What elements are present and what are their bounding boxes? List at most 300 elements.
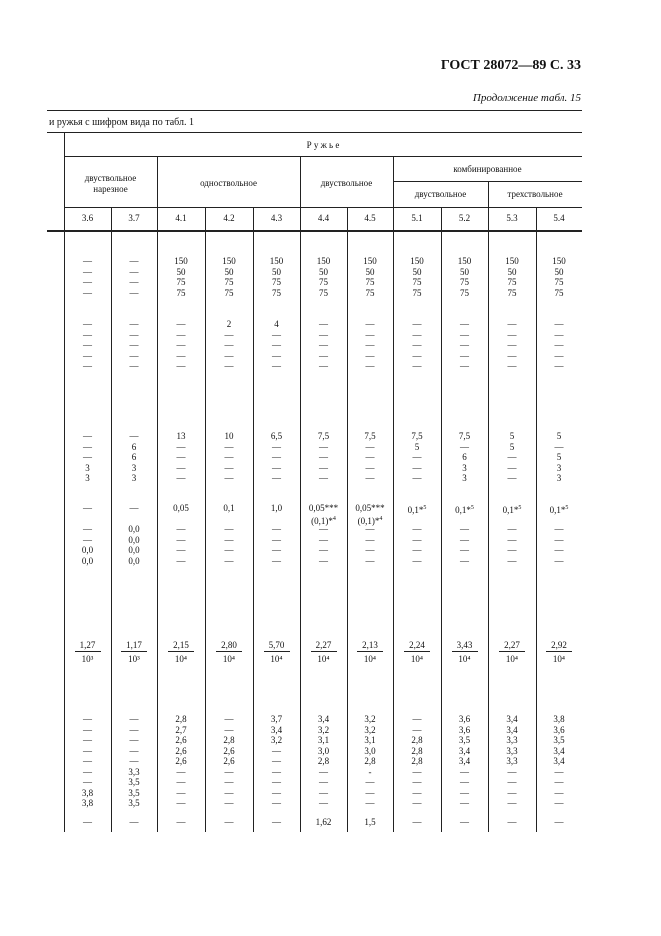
table-cell: — <box>176 766 186 777</box>
table-cell: 2,8 <box>223 735 235 745</box>
table-cell: — <box>554 545 564 555</box>
table-cell: 5 <box>509 441 515 452</box>
table-cell: — <box>460 524 469 534</box>
table-cell: — <box>272 524 281 534</box>
table-cell: — <box>554 319 564 329</box>
table-cell: 75 <box>365 277 375 287</box>
table-cell: 0,0 <box>128 555 140 566</box>
table-cell: 50 <box>554 266 564 277</box>
table-cell: — <box>554 361 564 371</box>
table-cell: — <box>83 756 92 766</box>
table-cell: 150 <box>505 256 519 266</box>
fraction-denominator: 10⁴ <box>363 654 377 664</box>
table-cell: — <box>460 545 469 555</box>
table-cell: — <box>129 724 139 735</box>
table-cell: — <box>412 555 422 566</box>
table-cell: — <box>272 766 281 777</box>
table-cell: — <box>83 441 92 452</box>
table-cell: — <box>507 340 517 350</box>
fraction-cell <box>216 640 242 664</box>
table-cell: — <box>272 798 281 808</box>
table-cell: — <box>460 350 469 361</box>
table-cell: — <box>176 777 186 787</box>
fraction-numerator: 2,13 <box>357 640 383 652</box>
table-cell: — <box>460 777 469 787</box>
table-cell: 75 <box>554 277 564 287</box>
table-cell: 0,1*$^5$ <box>549 505 569 515</box>
table-cell: — <box>554 798 564 808</box>
table-cell: — <box>365 777 375 787</box>
table-cell: — <box>554 555 564 566</box>
table-cell: — <box>83 329 92 340</box>
table-cell: 3,3 <box>506 756 518 766</box>
table-cell: 75 <box>412 277 422 287</box>
table-cell: 0,1*$^5$ <box>407 505 427 515</box>
table-cell: 3,2 <box>364 724 376 735</box>
table-cell: — <box>272 545 281 555</box>
table-cell: — <box>129 756 139 766</box>
table-cell: 3,4 <box>458 745 471 756</box>
table-cell: — <box>83 340 92 350</box>
table-cell: — <box>129 256 139 266</box>
table-cell: 50 <box>224 266 234 277</box>
table-cell: 75 <box>319 277 328 287</box>
table-cell: 75 <box>272 287 281 298</box>
table-cell: — <box>365 361 375 371</box>
table-cell: — <box>365 524 375 534</box>
table-cell: 75 <box>507 277 517 287</box>
fraction-numerator: 2,27 <box>499 640 525 652</box>
table-cell: — <box>507 361 517 371</box>
table-cell: 3,7 <box>270 714 283 724</box>
table-cell: — <box>365 555 375 566</box>
table-cell: 2,8 <box>364 756 376 766</box>
table-cell: — <box>224 714 234 724</box>
column-number: 5.3 <box>506 213 518 223</box>
table-cell: 6 <box>462 452 467 462</box>
table-cell: 3,4 <box>458 756 471 766</box>
table-cell: — <box>224 534 234 545</box>
table-cell: 2,6 <box>223 745 235 756</box>
last-row-cell: — <box>272 817 281 827</box>
table-cell: — <box>129 714 139 724</box>
table-cell: — <box>319 545 328 555</box>
table-cell: — <box>176 545 186 555</box>
fraction-numerator: 5,70 <box>264 640 290 652</box>
table-cell: 150 <box>269 256 284 266</box>
table-cell: — <box>224 787 234 798</box>
table-cell: — <box>507 777 517 787</box>
table-cell: 75 <box>365 287 375 298</box>
table-cell: 0,0 <box>128 524 140 534</box>
fraction-cell <box>357 640 383 664</box>
table-cell: — <box>83 534 92 545</box>
table-cell: — <box>224 441 234 452</box>
table-cell: 7,5 <box>364 431 376 441</box>
table-cell: — <box>319 473 328 483</box>
table-cell: — <box>272 787 281 798</box>
column-number: 5.2 <box>458 213 471 223</box>
table-cell: 3,6 <box>458 714 471 724</box>
last-row-cell: — <box>83 817 92 827</box>
table-cell: 3,2 <box>317 724 330 735</box>
table-cell: 7,5 <box>317 431 330 441</box>
table-cell: — <box>224 350 234 361</box>
table-cell: 75 <box>176 287 186 298</box>
table-cell: — <box>272 350 281 361</box>
table-cell: — <box>224 524 234 534</box>
table-cell: 3 <box>556 473 562 483</box>
table-cell: 5 <box>509 431 515 441</box>
table-cell: — <box>176 534 186 545</box>
table-cell: — <box>319 329 328 340</box>
fraction-denominator: 10³ <box>128 654 140 664</box>
table-cell: 2,8 <box>175 714 187 724</box>
table-cell: 3,8 <box>553 714 565 724</box>
table-cell: 3,5 <box>553 735 565 745</box>
table-cell: — <box>272 473 281 483</box>
table-vline-group <box>157 156 158 832</box>
table-cell: — <box>365 452 375 462</box>
table-cell: 75 <box>507 287 517 298</box>
table-cell: 3 <box>131 462 137 473</box>
table-cell: 75 <box>460 277 469 287</box>
fraction-denominator: 10³ <box>81 654 94 664</box>
table-cell: 3,0 <box>317 745 330 756</box>
table-cell: 75 <box>224 287 234 298</box>
table-cell: — <box>460 340 469 350</box>
table-cell: — <box>129 287 139 298</box>
table-cell: — <box>507 350 517 361</box>
table-cell: — <box>129 745 139 756</box>
table-cell: 3,6 <box>553 724 565 735</box>
table-cell: 6,5 <box>270 431 283 441</box>
table-cell: — <box>319 340 328 350</box>
table-cell: 3,3 <box>506 735 518 745</box>
table-cell: 5 <box>414 441 420 452</box>
table-cell: — <box>272 441 281 452</box>
table-cell: 10 <box>224 431 234 441</box>
table-cell: — <box>83 431 92 441</box>
table-cell: — <box>460 787 469 798</box>
table-cell: — <box>365 787 375 798</box>
header-dvustv: двуствольное <box>320 178 373 188</box>
table-cell: 2,8 <box>317 756 330 766</box>
table-cell: 3,8 <box>81 798 94 808</box>
table-cell: (0,1)*$^4$ <box>357 515 383 526</box>
table-cell: 0,0 <box>81 555 94 566</box>
table-vline-group <box>393 156 394 832</box>
table-cell: 2,7 <box>175 724 187 735</box>
table-cell: 1,0 <box>270 503 283 513</box>
header-sep-1 <box>64 156 582 157</box>
table-cell: 75 <box>319 287 328 298</box>
table-cell: — <box>412 473 422 483</box>
table-cell: — <box>412 545 422 555</box>
table-cell: 50 <box>460 266 469 277</box>
fraction-cell <box>546 640 572 664</box>
table-cell: — <box>272 745 281 756</box>
table-cell: 0,0 <box>81 545 94 555</box>
table-cell: — <box>319 452 328 462</box>
table-cell: — <box>319 462 328 473</box>
table-cell: — <box>176 340 186 350</box>
table-cell: 0,1*$^5$ <box>455 505 474 515</box>
table-cell: — <box>507 534 517 545</box>
table-cell: — <box>507 462 517 473</box>
table-cell: 2,8 <box>411 735 423 745</box>
fraction-cell <box>452 640 478 664</box>
table-cell: — <box>319 787 328 798</box>
table-cell: — <box>365 340 375 350</box>
table-cell: — <box>83 766 92 777</box>
fraction-numerator: 2,27 <box>311 640 337 652</box>
table-cell: — <box>176 441 186 452</box>
table-cell: — <box>319 361 328 371</box>
fraction-numerator: 3,43 <box>452 640 478 652</box>
table-cell: — <box>460 441 469 452</box>
column-number: 4.4 <box>317 213 330 223</box>
header-kombin: комбинированное <box>453 164 522 174</box>
fraction-numerator: 2,24 <box>404 640 430 652</box>
last-row-cell: — <box>176 817 186 827</box>
fraction-cell <box>311 640 337 664</box>
table-cell: — <box>460 766 469 777</box>
table-cell: — <box>176 462 186 473</box>
column-number: 3.6 <box>81 213 94 223</box>
table-cell: 3,4 <box>317 714 330 724</box>
table-cell: — <box>507 452 517 462</box>
table-cell: — <box>224 766 234 777</box>
fraction-numerator: 2,92 <box>546 640 572 652</box>
table-cell: — <box>412 350 422 361</box>
table-cell: 150 <box>363 256 377 266</box>
table-cell: — <box>83 503 92 513</box>
table-cell: 6 <box>131 441 137 452</box>
table-cell: — <box>319 798 328 808</box>
table-cell: — <box>554 777 564 787</box>
table-cell: — <box>507 329 517 340</box>
table-cell: — <box>412 787 422 798</box>
top-rule <box>47 110 582 111</box>
table-cell: 50 <box>319 266 328 277</box>
fraction-denominator: 10⁴ <box>222 654 236 664</box>
table-cell: 50 <box>507 266 517 277</box>
table-cell: — <box>319 524 328 534</box>
column-number: 4.5 <box>364 213 376 223</box>
fraction-cell <box>168 640 194 664</box>
table-cell: — <box>412 724 422 735</box>
column-number: 4.3 <box>270 213 283 223</box>
fraction-cell <box>499 640 525 664</box>
table-cell: — <box>83 256 92 266</box>
table-cell: — <box>412 534 422 545</box>
column-number: 4.1 <box>175 213 187 223</box>
table-cell: 150 <box>316 256 331 266</box>
table-cell: — <box>319 319 328 329</box>
table-cell: — <box>272 756 281 766</box>
table-cell: 150 <box>410 256 424 266</box>
table-cell: — <box>507 473 517 483</box>
last-row-cell: — <box>507 817 517 827</box>
fraction-denominator: 10⁴ <box>505 654 519 664</box>
table-cell: 3,5 <box>128 777 140 787</box>
fraction-numerator: 1,17 <box>121 640 147 652</box>
table-cell: — <box>507 319 517 329</box>
table-cell: — <box>176 473 186 483</box>
table-cell: 75 <box>272 277 281 287</box>
table-cell: — <box>176 319 186 329</box>
table-cell: — <box>83 287 92 298</box>
table-cell: — <box>319 555 328 566</box>
table-cell: — <box>412 766 422 777</box>
table-cell: 75 <box>224 277 234 287</box>
table-cell: — <box>319 441 328 452</box>
table-cell: — <box>83 452 92 462</box>
table-cell: — <box>129 350 139 361</box>
last-row-cell: 1,62 <box>315 817 332 827</box>
table-cell: — <box>554 524 564 534</box>
fraction-denominator: 10⁴ <box>317 654 330 664</box>
table-cell: — <box>460 555 469 566</box>
last-row-cell: — <box>460 817 469 827</box>
table-cell: — <box>365 441 375 452</box>
table-cell: — <box>176 787 186 798</box>
column-number: 5.1 <box>411 213 423 223</box>
table-cell: — <box>129 431 139 441</box>
table-cell: — <box>176 798 186 808</box>
header-bottom-rule <box>47 230 582 232</box>
table-cell: — <box>365 329 375 340</box>
table-cell: — <box>460 361 469 371</box>
table-cell: — <box>460 798 469 808</box>
table-cell: 2,8 <box>411 756 423 766</box>
table-cell: — <box>176 452 186 462</box>
header-odnostv: одноствольное <box>200 178 257 188</box>
last-row-cell: — <box>554 817 564 827</box>
fraction-numerator: 2,80 <box>216 640 242 652</box>
table-cell: 3,3 <box>128 766 140 777</box>
table-cell: — <box>83 319 92 329</box>
header-dvustv-narez: двуствольное нарезное <box>84 173 137 194</box>
table-cell: 50 <box>365 266 375 277</box>
header-kombin-dvustv: двуствольное <box>414 189 467 199</box>
table-cell: — <box>412 798 422 808</box>
table-cell: 6 <box>131 452 137 462</box>
table-cell: — <box>507 545 517 555</box>
table-cell: — <box>224 555 234 566</box>
table-cell: 0,05*** <box>355 503 385 513</box>
table-cell: — <box>224 462 234 473</box>
table-cell: — <box>412 329 422 340</box>
header-trekhstv: трехствольное <box>507 189 563 199</box>
table-cell: — <box>176 361 186 371</box>
table-cell: 3 <box>131 473 137 483</box>
table-cell: — <box>224 473 234 483</box>
table-cell: — <box>460 534 469 545</box>
table-cell: — <box>224 340 234 350</box>
table-cell: — <box>83 350 92 361</box>
continuation-label: Продолжение табл. 15 <box>472 92 581 104</box>
table-cell: — <box>365 473 375 483</box>
table-cell: — <box>176 350 186 361</box>
table-cell: — <box>224 329 234 340</box>
table-cell: — <box>365 798 375 808</box>
fraction-cell <box>264 640 290 664</box>
table-cell: — <box>412 777 422 787</box>
table-cell: 2,6 <box>175 756 187 766</box>
table-cell: — <box>554 787 564 798</box>
table-cell: — <box>507 766 517 777</box>
table-cell: — <box>460 319 469 329</box>
table-cell: — <box>176 329 186 340</box>
table-cell: — <box>319 777 328 787</box>
table-cell: — <box>272 462 281 473</box>
table-cell: 3 <box>85 462 90 473</box>
table-cell: — <box>83 745 92 756</box>
header-ruzhye: Р у ж ь е <box>306 140 340 150</box>
fraction-numerator: 1,27 <box>75 640 101 652</box>
table-cell: 3,4 <box>553 756 565 766</box>
table-cell: — <box>224 798 234 808</box>
table-cell: 7,5 <box>411 431 423 441</box>
table-cell: 150 <box>174 256 188 266</box>
table-cell: — <box>272 777 281 787</box>
table-cell: 75 <box>176 277 186 287</box>
column-number: 3.7 <box>128 213 140 223</box>
table-cell: 3,5 <box>128 787 140 798</box>
fraction-denominator: 10⁴ <box>174 654 188 664</box>
table-cell: — <box>412 524 422 534</box>
table-cell: — <box>83 735 92 745</box>
table-cell: — <box>412 452 422 462</box>
table-cell: 3,1 <box>317 735 330 745</box>
table-cell: 75 <box>460 287 469 298</box>
table-cell: 0,1*$^5$ <box>502 505 522 515</box>
table-cell: 3,8 <box>81 787 94 798</box>
table-cell: 150 <box>222 256 236 266</box>
table-cell: 3 <box>462 473 467 483</box>
table-cell: — <box>554 329 564 340</box>
table-cell: - <box>368 766 372 777</box>
column-number: 4.2 <box>223 213 235 223</box>
table-cell: 3,0 <box>364 745 376 756</box>
table-cell: — <box>412 319 422 329</box>
table-cell: — <box>129 329 139 340</box>
last-row-cell: — <box>224 817 234 827</box>
table-cell: 0,0 <box>128 545 140 555</box>
table-cell: — <box>272 534 281 545</box>
table-cell: — <box>83 714 92 724</box>
table-cell: 3,3 <box>506 745 518 756</box>
column-number: 5.4 <box>553 213 565 223</box>
table-cell: 0,05*** <box>308 503 339 513</box>
table-cell: — <box>176 555 186 566</box>
table-cell: — <box>224 724 234 735</box>
table-cell: — <box>412 340 422 350</box>
table-vline-trekh <box>488 181 489 832</box>
table-cell: 3 <box>85 473 90 483</box>
last-row-cell: — <box>412 817 422 827</box>
table-cell: 3,4 <box>270 724 283 735</box>
table-cell: — <box>129 361 139 371</box>
table-cell: 3,2 <box>364 714 376 724</box>
table-cell: 3 <box>556 462 562 473</box>
table-cell: — <box>224 361 234 371</box>
table-cell: — <box>365 534 375 545</box>
fraction-numerator: 2,15 <box>168 640 194 652</box>
table-cell: — <box>319 766 328 777</box>
